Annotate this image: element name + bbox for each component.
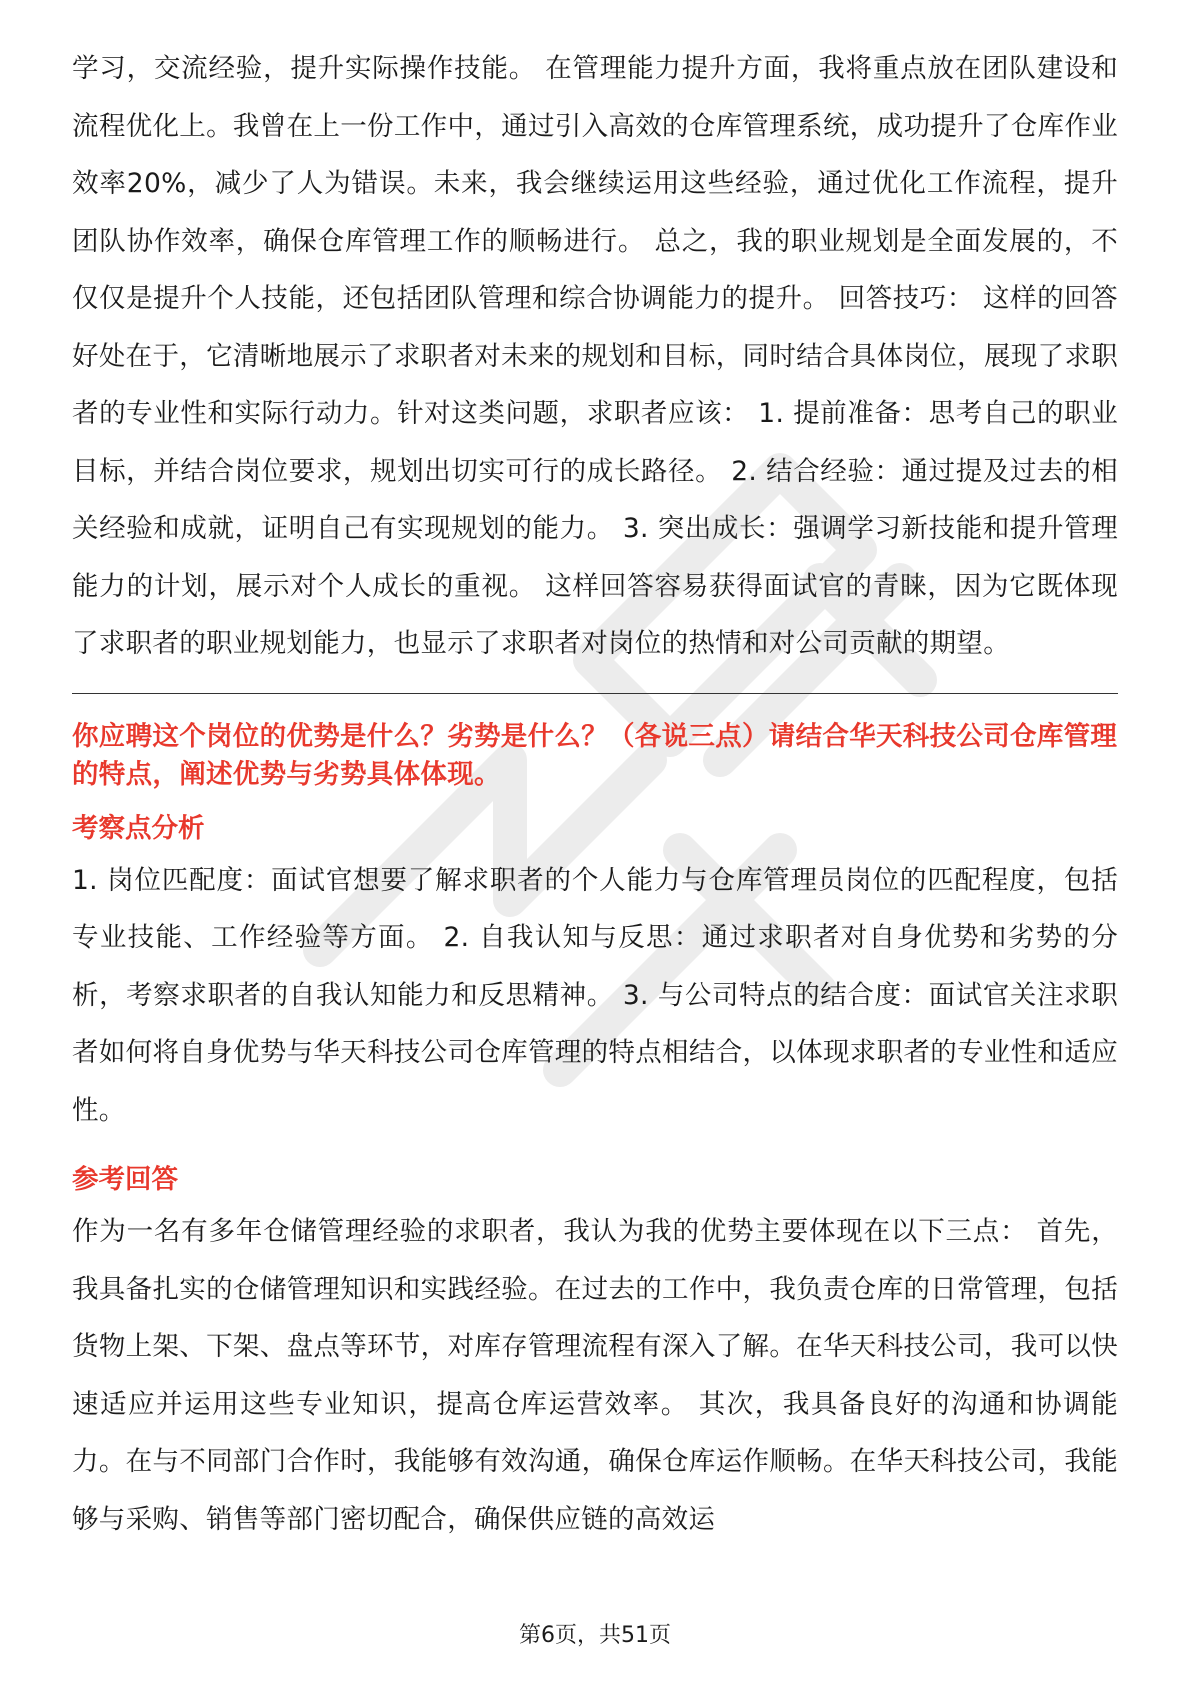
interview-question: 你应聘这个岗位的优势是什么？劣势是什么？（各说三点）请结合华天科技公司仓库管理的特点，阐述优势与劣势具体体现。: [72, 720, 1118, 790]
analysis-heading: 考察点分析: [72, 812, 205, 844]
page-number: 第6页，共51页: [519, 1623, 671, 1648]
reference-heading: 参考回答: [72, 1164, 178, 1195]
analysis-text: 1. 岗位匹配度：面试官想要了解求职者的个人能力与仓库管理员岗位的匹配程度，包括专业技能、工作经验等方面。 2. 自我认知与反思：通过求职者对自身优势和劣势的分析，考察求职者的自我认知能力和反思精神。 3. 与公司特点的结合度：面试官关注求职者如何将自身优势与华天科技公司仓库管理的特点相结合，以体现求职者的专业性和适应性。: [72, 864, 1118, 1126]
document-page: [72, 40, 1118, 1548]
section-divider: [72, 693, 1118, 694]
reference-answer-text: 作为一名有多年仓储管理经验的求职者，我认为我的优势主要体现在以下三点： 首先，我具备扎实的仓储管理知识和实践经验。在过去的工作中，我负责仓库的日常管理，包括货物上架、下架、盘点等环节，对库存管理流程有深入了解。在华天科技公司，我可以快速适应并运用这些专业知识，提高仓库运营效率。 其次，我具备良好的沟通和协调能力。在与不同部门合作时，我能够有效沟通，确保仓库运作顺畅。在华天科技公司，我能够与采购、销售等部门密切配合，确保供应链的高效运: [72, 1216, 1118, 1535]
intro-paragraph: 学习，交流经验，提升实际操作技能。 在管理能力提升方面，我将重点放在团队建设和流程优化上。我曾在上一份工作中，通过引入高效的仓库管理系统，成功提升了仓库作业效率20%，减少了人为错误。未来，我会继续运用这些经验，通过优化工作流程，提升团队协作效率，确保仓库管理工作的顺畅进行。 总之，我的职业规划是全面发展的，不仅仅是提升个人技能，还包括团队管理和综合协调能力的提升。 回答技巧： 这样的回答好处在于，它清晰地展示了求职者对未来的规划和目标，同时结合具体岗位，展现了求职者的专业性和实际行动力。针对这类问题，求职者应该： 1. 提前准备：思考自己的职业目标，并结合岗位要求，规划出切实可行的成长路径。 2. 结合经验：通过提及过去的相关经验和成就，证明自己有实现规划的能力。 3. 突出成长：强调学习新技能和提升管理能力的计划，展示对个人成长的重视。 这样回答容易获得面试官的青睐，因为它既体现了求职者的职业规划能力，也显示了求职者对岗位的热情和对公司贡献的期望。: [72, 53, 1118, 659]
